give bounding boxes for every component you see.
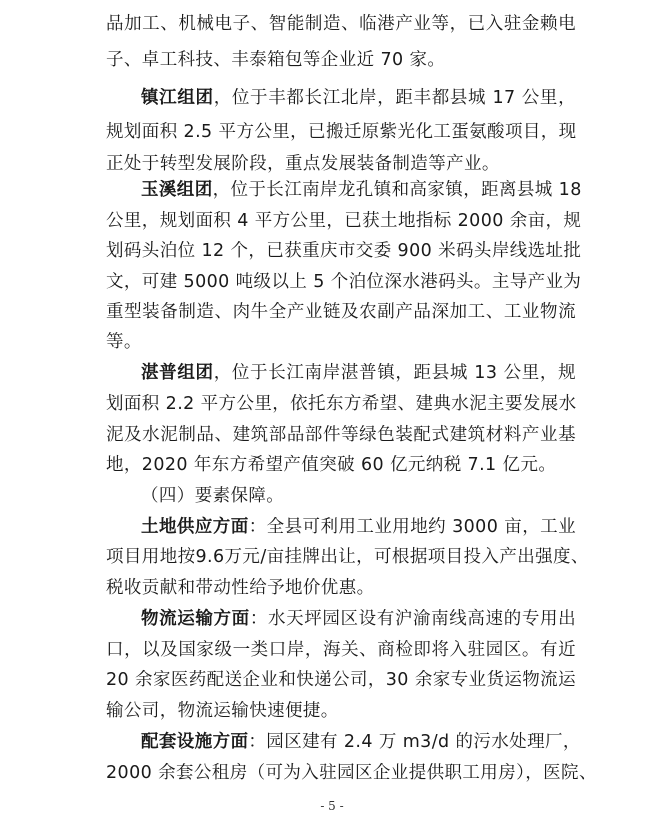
text-line <box>141 176 582 204</box>
text-line <box>106 328 576 356</box>
text-run: ：园区建有 2.4 万 m3/d 的污水处理厂， <box>248 732 581 752</box>
text-line <box>106 390 576 418</box>
text-run: ，位于长江南岸龙孔镇和高家镇，距离县城 18 <box>212 180 582 200</box>
text-run: 公里，规划面积 4 平方公里，已获土地指标 2000 余亩，规 <box>106 211 582 231</box>
text-run: 税收贡献和带动性给予地价优惠。 <box>106 578 375 598</box>
text-run: ，位于丰都长江北岸，距丰都县城 17 公里， <box>213 88 576 108</box>
text-run: 正处于转型发展阶段，重点发展装备制造等产业。 <box>106 154 500 174</box>
text-run: 2000 余套公租房（可为入驻园区企业提供职工用房），医院、 <box>106 763 597 783</box>
text-line <box>106 10 576 38</box>
text-run: 口，以及国家级一类口岸，海关、商检即将入驻园区。有近 <box>106 640 576 660</box>
text-line <box>141 482 576 510</box>
text-line <box>106 451 576 479</box>
text-line <box>106 268 582 296</box>
text-run: 文，可建 5000 吨级以上 5 个泊位深水港码头。主导产业为 <box>106 272 582 292</box>
text-line <box>106 543 589 571</box>
text-run: 划码头泊位 12 个，已获重庆市交委 900 米码头岸线选址批 <box>106 241 582 261</box>
text-run: 项目用地按9.6万元/亩挂牌出让，可根据项目投入产出强度、 <box>106 547 589 567</box>
text-run: ，位于长江南岸湛普镇，距县城 13 公里，规 <box>213 363 576 383</box>
text-run: ：水天坪园区设有沪渝南线高速的专用出 <box>249 609 576 629</box>
section-heading: 湛普组团 <box>141 363 214 383</box>
text-run: 等。 <box>106 332 142 352</box>
text-run: 地，2020 年东方希望产值突破 60 亿元纳税 7.1 亿元。 <box>106 455 557 475</box>
text-line <box>106 207 582 235</box>
text-run: 规划面积 2.5 平方公里，已搬迁原紫光化工蛋氨酸项目，现 <box>106 122 577 142</box>
text-run: 20 余家医药配送企业和快递公司，30 余家专业货运物流运 <box>106 670 576 690</box>
section-heading: 物流运输方面 <box>141 609 250 629</box>
text-line <box>106 46 576 74</box>
text-line <box>106 298 576 326</box>
section-heading: 玉溪组团 <box>141 180 213 200</box>
text-run: 输公司，物流运输快速便捷。 <box>106 701 339 721</box>
text-line <box>106 697 576 725</box>
text-run: 划面积 2.2 平方公里，依托东方希望、建典水泥主要发展水 <box>106 394 577 414</box>
text-line <box>141 84 576 112</box>
text-line <box>106 759 597 787</box>
text-line <box>106 237 582 265</box>
text-line <box>141 513 576 541</box>
text-line <box>106 574 576 602</box>
text-line <box>141 728 581 756</box>
text-line <box>106 666 576 694</box>
text-line <box>106 118 576 146</box>
section-heading: 土地供应方面 <box>141 517 249 537</box>
text-line <box>141 605 576 633</box>
section-heading: 镇江组团 <box>141 88 214 108</box>
text-line <box>106 150 576 178</box>
text-line <box>106 636 576 664</box>
text-run: 泥及水泥制品、建筑部品部件等绿色装配式建筑材料产业基 <box>106 425 576 445</box>
text-line <box>141 359 576 387</box>
text-run: ：全县可利用工业用地约 3000 亩，工业 <box>248 517 576 537</box>
text-run: 重型装备制造、肉牛全产业链及农副产品深加工、工业物流 <box>106 302 576 322</box>
page-number: - 5 - <box>320 799 344 813</box>
section-heading: 配套设施方面 <box>141 732 249 752</box>
text-line <box>106 421 576 449</box>
text-run: 子、卓工科技、丰泰箱包等企业近 70 家。 <box>106 50 446 70</box>
text-run: （四）要素保障。 <box>141 486 285 506</box>
text-run: 品加工、机械电子、智能制造、临港产业等，已入驻金赖电 <box>106 14 576 34</box>
